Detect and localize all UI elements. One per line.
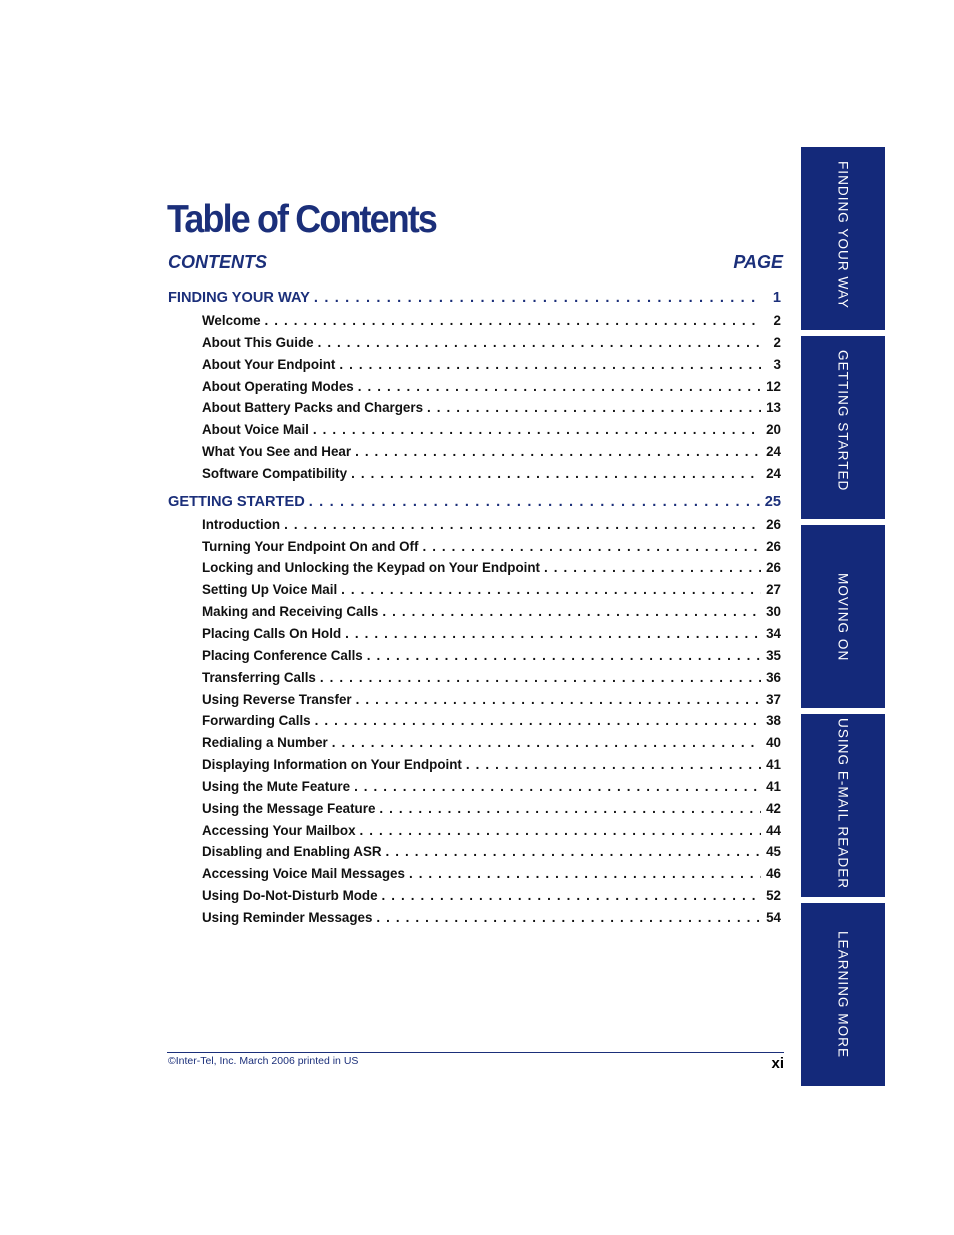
toc-entry-label: Introduction xyxy=(202,516,281,532)
toc-entry-label: Using Reverse Transfer xyxy=(202,691,352,707)
leader-dots xyxy=(386,841,761,863)
toc-page-number: 3 xyxy=(773,356,781,372)
toc-entry[interactable] xyxy=(168,354,781,376)
toc-section-label: GETTING STARTED xyxy=(168,493,305,510)
toc-entry[interactable] xyxy=(168,397,781,419)
toc-page-number: 20 xyxy=(766,422,781,438)
footer-copyright: ©Inter-Tel, Inc. March 2006 printed in US xyxy=(168,1055,359,1067)
toc-entry[interactable] xyxy=(168,557,781,579)
toc-entry[interactable] xyxy=(168,885,781,907)
toc-entry[interactable] xyxy=(168,754,781,776)
page-title: Table of Contents xyxy=(167,198,437,241)
toc-entry-label: About Your Endpoint xyxy=(202,356,336,372)
toc-page-number: 40 xyxy=(766,735,781,751)
leader-dots xyxy=(345,623,761,645)
contents-header: CONTENTS xyxy=(168,252,267,272)
toc-entry[interactable] xyxy=(168,710,781,732)
toc-entry-label: Using Reminder Messages xyxy=(202,909,373,925)
toc-page-number: 26 xyxy=(766,560,781,576)
toc-entry[interactable] xyxy=(168,689,781,711)
toc-page-number: 44 xyxy=(766,822,781,838)
toc-entry-label: Forwarding Calls xyxy=(202,713,311,729)
toc-page-number: 26 xyxy=(766,516,781,532)
toc-page-number: 1 xyxy=(772,290,781,306)
leader-dots xyxy=(422,536,761,558)
toc-entry-label: Setting Up Voice Mail xyxy=(202,582,338,598)
leader-dots xyxy=(318,332,761,354)
toc-entry[interactable] xyxy=(168,798,781,820)
toc-entry[interactable] xyxy=(168,310,781,332)
side-tab-label: GETTING STARTED xyxy=(835,350,851,492)
toc-page-number: 30 xyxy=(766,604,781,620)
toc-entry[interactable] xyxy=(168,441,781,463)
side-tab-label: FINDING YOUR WAY xyxy=(835,161,851,309)
toc-entry-label: Using the Mute Feature xyxy=(202,778,351,794)
toc-page-number: 54 xyxy=(766,909,781,925)
toc-section-label: FINDING YOUR WAY xyxy=(168,290,310,306)
toc-entry[interactable] xyxy=(168,645,781,667)
toc-entry[interactable] xyxy=(168,820,781,842)
side-tab-learning-more[interactable] xyxy=(801,903,885,1086)
toc-entry-label: Accessing Voice Mail Messages xyxy=(202,866,405,882)
leader-dots xyxy=(356,689,761,711)
toc-page-number: 52 xyxy=(766,888,781,904)
toc-entry-label: Placing Calls On Hold xyxy=(202,625,342,641)
leader-dots xyxy=(265,310,761,332)
toc-page-number: 35 xyxy=(766,647,781,663)
toc-page-number: 34 xyxy=(766,625,781,641)
leader-dots xyxy=(315,710,761,732)
footer-rule xyxy=(167,1052,784,1053)
toc-entry-label: What You See and Hear xyxy=(202,444,352,460)
page-header: PAGE xyxy=(733,252,783,272)
toc-page-number: 45 xyxy=(766,844,781,860)
leader-dots xyxy=(341,579,761,601)
toc-entry-label: Using Do-Not-Disturb Mode xyxy=(202,888,378,904)
leader-dots xyxy=(466,754,761,776)
leader-dots xyxy=(351,463,761,485)
toc-entry-label: Transferring Calls xyxy=(202,669,316,685)
toc-entry-label: About Voice Mail xyxy=(202,422,309,438)
toc-entry[interactable] xyxy=(168,841,781,863)
toc-entry-label: Turning Your Endpoint On and Off xyxy=(202,538,419,554)
leader-dots xyxy=(360,820,761,842)
toc-page-number: 27 xyxy=(766,582,781,598)
toc-entry-label: Displaying Information on Your Endpoint xyxy=(202,757,462,773)
toc-entry[interactable] xyxy=(168,376,781,398)
toc-page-number: 36 xyxy=(766,669,781,685)
toc-entry-label: Using the Message Feature xyxy=(202,800,376,816)
leader-dots xyxy=(358,376,761,398)
side-tab-finding-your-way[interactable] xyxy=(801,147,885,330)
toc-entry[interactable] xyxy=(168,623,781,645)
side-tab-getting-started[interactable] xyxy=(801,336,885,519)
toc-entry[interactable] xyxy=(168,776,781,798)
toc-entry-label: Software Compatibility xyxy=(202,465,348,481)
leader-dots xyxy=(367,645,761,667)
toc-entry[interactable] xyxy=(168,419,781,441)
toc-entry[interactable] xyxy=(168,463,781,485)
side-tab-moving-on[interactable] xyxy=(801,525,885,708)
toc-entry[interactable] xyxy=(168,514,781,536)
toc-page-number: 2 xyxy=(773,313,781,328)
toc-page-number: 37 xyxy=(766,691,781,707)
leader-dots xyxy=(409,863,761,885)
toc-page-number: 41 xyxy=(766,757,781,773)
toc-page-number: 2 xyxy=(773,334,781,350)
toc-page-number: 24 xyxy=(766,465,781,481)
toc-entry-label: Welcome xyxy=(202,313,261,328)
leader-dots xyxy=(355,441,761,463)
toc-page-number: 42 xyxy=(766,800,781,816)
toc-page-number: 13 xyxy=(766,400,781,416)
leader-dots xyxy=(544,557,761,579)
toc-page-number: 38 xyxy=(766,713,781,729)
toc-page-number: 12 xyxy=(766,378,781,394)
leader-dots xyxy=(382,885,761,907)
toc-page-number: 46 xyxy=(766,866,781,882)
toc-page-number: 24 xyxy=(766,444,781,460)
leader-dots xyxy=(382,601,761,623)
leader-dots xyxy=(376,907,761,929)
toc-section-getting-started[interactable] xyxy=(168,490,781,514)
table-of-contents xyxy=(168,286,781,929)
toc-entry[interactable] xyxy=(168,332,781,354)
toc-entry-label: Making and Receiving Calls xyxy=(202,604,379,620)
toc-entry[interactable] xyxy=(168,907,781,929)
toc-entry-label: Accessing Your Mailbox xyxy=(202,822,356,838)
leader-dots xyxy=(320,667,761,689)
toc-entry-label: Redialing a Number xyxy=(202,735,328,751)
toc-entry[interactable] xyxy=(168,667,781,689)
side-tab-label: USING E-MAIL READER xyxy=(835,718,851,890)
side-tab-label: MOVING ON xyxy=(835,573,851,662)
toc-page-number: 26 xyxy=(766,538,781,554)
leader-dots xyxy=(379,798,761,820)
side-tab-label: LEARNING MORE xyxy=(835,931,851,1059)
toc-entry-label: Locking and Unlocking the Keypad on Your Endpoint xyxy=(202,560,540,576)
toc-entry-label: Disabling and Enabling ASR xyxy=(202,844,382,860)
leader-dots xyxy=(284,514,761,536)
toc-entry[interactable] xyxy=(168,536,781,558)
page-folio: xi xyxy=(771,1055,784,1072)
side-tab-using-email-reader[interactable] xyxy=(801,714,885,897)
toc-entry-label: About Battery Packs and Chargers xyxy=(202,400,424,416)
leader-dots xyxy=(314,286,761,310)
toc-page-number: 41 xyxy=(766,778,781,794)
toc-entry-label: About Operating Modes xyxy=(202,378,354,394)
toc-entry[interactable] xyxy=(168,863,781,885)
leader-dots xyxy=(309,490,761,514)
toc-entry-label: About This Guide xyxy=(202,334,314,350)
leader-dots xyxy=(332,732,761,754)
leader-dots xyxy=(354,776,761,798)
leader-dots xyxy=(313,419,761,441)
toc-page-number: 25 xyxy=(764,493,781,510)
toc-entry[interactable] xyxy=(168,732,781,754)
toc-section-finding-your-way[interactable] xyxy=(168,286,781,310)
leader-dots xyxy=(339,354,761,376)
toc-entry-label: Placing Conference Calls xyxy=(202,647,363,663)
toc-entry[interactable] xyxy=(168,601,781,623)
toc-entry[interactable] xyxy=(168,579,781,601)
leader-dots xyxy=(427,397,761,419)
